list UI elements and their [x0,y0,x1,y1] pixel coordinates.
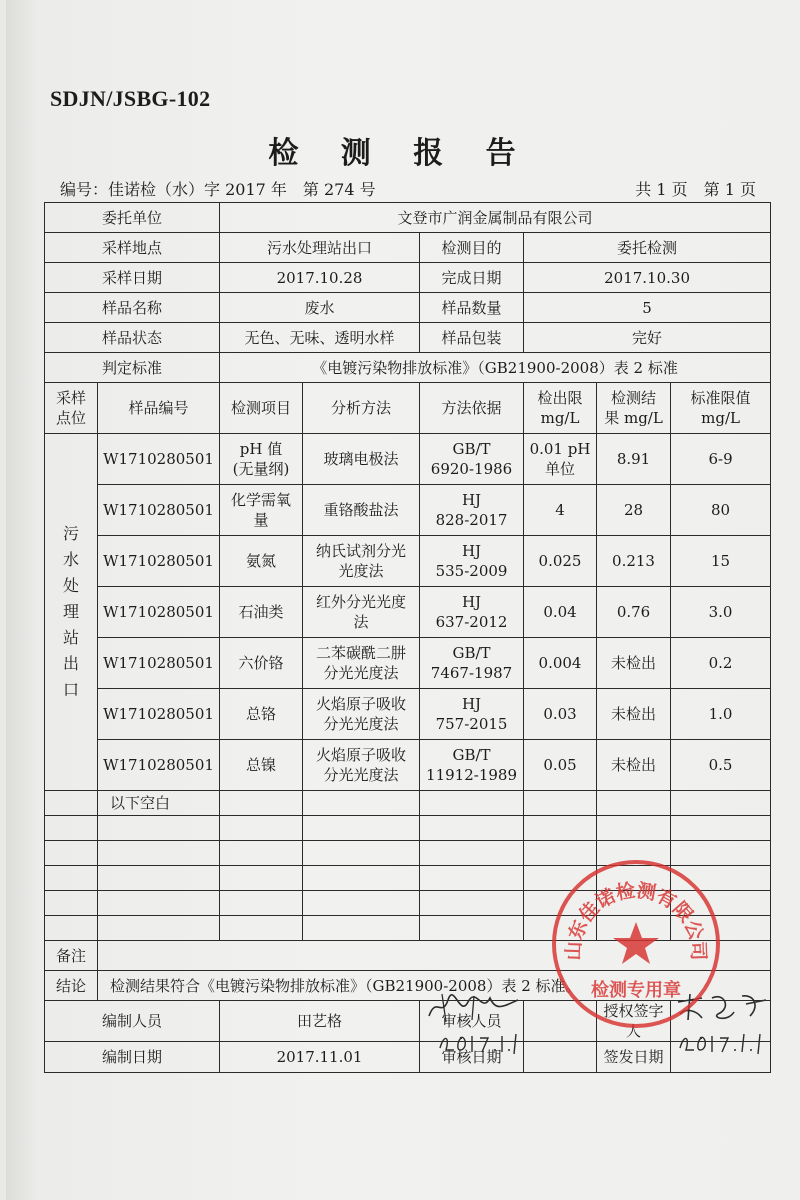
detection-limit: 0.04 [524,587,597,638]
site-value: 污水处理站出口 [220,233,420,263]
method-basis: HJ 535-2009 [420,536,524,587]
limit-header: 检出限 mg/L [524,383,597,434]
test-result: 0.213 [597,536,671,587]
standard-limit: 1.0 [671,689,771,740]
standard-limit: 0.2 [671,638,771,689]
method-basis: GB/T 6920-1986 [420,434,524,485]
table-row [45,689,771,740]
conclusion-label: 结论 [45,971,98,1001]
reviewer-signature [424,988,524,1028]
review-date-label: 审核日期 [420,1042,524,1073]
sample-number: W1710280501 [98,689,220,740]
method-basis: GB/T 11912-1989 [420,740,524,791]
table-row [45,587,771,638]
sample-state-label: 样品状态 [45,323,220,353]
standard-limit: 6-9 [671,434,771,485]
test-item: 化学需氧 量 [220,485,303,536]
method-basis: HJ 757-2015 [420,689,524,740]
sample-number: W1710280501 [98,536,220,587]
test-result: 未检出 [597,638,671,689]
sample-number: W1710280501 [98,587,220,638]
analysis-method: 重铬酸盐法 [303,485,420,536]
compile-date-label: 编制日期 [45,1042,220,1073]
detection-limit: 0.05 [524,740,597,791]
report-number: 编号：佳诺检（水）字 2017 年 第 274 号 [60,180,376,199]
standard-limit: 80 [671,485,771,536]
compile-date-value: 2017.11.01 [220,1042,420,1073]
method-basis: HJ 828-2017 [420,485,524,536]
results-header-row [45,383,771,434]
package-label: 样品包装 [420,323,524,353]
blank-note: 以下空白 [98,791,220,816]
sampling-point: 污 水 处 理 站 出 口 [45,434,98,791]
analysis-method: 火焰原子吸收 分光光度法 [303,689,420,740]
document-code: SDJN/JSBG-102 [50,86,211,111]
point-header: 采样 点位 [45,383,98,434]
standard-limit: 3.0 [671,587,771,638]
analysis-method: 二苯碳酰二肼 分光光度法 [303,638,420,689]
test-item: 总铬 [220,689,303,740]
test-result: 未检出 [597,689,671,740]
issue-date-handwriting [676,1028,766,1058]
sample-qty-value: 5 [524,293,771,323]
sample-number: W1710280501 [98,638,220,689]
compiler-value: 田艺格 [220,1001,420,1042]
basis-header: 方法依据 [420,383,524,434]
test-item: 石油类 [220,587,303,638]
company-seal [548,856,724,1032]
review-date-cell [524,1042,597,1073]
reviewer-label: 审核人员 [420,1001,524,1042]
sample-number: W1710280501 [98,434,220,485]
sample-name-label: 样品名称 [45,293,220,323]
seal-subtext: 检测专用章 [591,980,681,1001]
seal-star-icon [613,922,659,964]
standard-label: 判定标准 [45,353,220,383]
issue-date-label: 签发日期 [597,1042,671,1073]
item-header: 检测项目 [220,383,303,434]
blank-note-row [45,791,771,816]
client-value: 文登市广润金属制品有限公司 [220,203,771,233]
table-row [45,740,771,791]
test-result: 28 [597,485,671,536]
detection-limit: 0.03 [524,689,597,740]
sample-state-value: 无色、无味、透明水样 [220,323,420,353]
result-header: 检测结 果 mg/L [597,383,671,434]
date-sign-row [45,1042,771,1073]
conclusion-value: 检测结果符合《电镀污染物排放标准》（GB21900-2008）表 2 标准。 [98,971,771,1001]
detection-limit: 0.004 [524,638,597,689]
sample-name-value: 废水 [220,293,420,323]
remarks-label: 备注 [45,941,98,971]
standard-row [45,353,771,383]
test-item: 六价铬 [220,638,303,689]
page-count: 共 1 页 第 1 页 [635,180,756,199]
purpose-value: 委托检测 [524,233,771,263]
sample-no-header: 样品编号 [98,383,220,434]
standard-limit: 15 [671,536,771,587]
method-header: 分析方法 [303,383,420,434]
table-row [45,536,771,587]
sample-number: W1710280501 [98,485,220,536]
detection-limit: 0.025 [524,536,597,587]
site-row [45,233,771,263]
test-item: pH 值 (无量纲) [220,434,303,485]
client-row [45,203,771,233]
table-row [45,485,771,536]
standard-value: 《电镀污染物排放标准》（GB21900-2008）表 2 标准 [220,353,771,383]
test-result: 未检出 [597,740,671,791]
detection-limit: 0.01 pH 单位 [524,434,597,485]
date-row [45,263,771,293]
sample-number: W1710280501 [98,740,220,791]
standard-limit-header: 标准限值 mg/L [671,383,771,434]
finish-date-label: 完成日期 [420,263,524,293]
sample-date-value: 2017.10.28 [220,263,420,293]
sample-name-row [45,293,771,323]
purpose-label: 检测目的 [420,233,524,263]
test-result: 8.91 [597,434,671,485]
review-date-handwriting [436,1028,520,1058]
analysis-method: 纳氏试剂分光 光度法 [303,536,420,587]
finish-date-value: 2017.10.30 [524,263,771,293]
results-body [45,434,771,791]
standard-limit: 0.5 [671,740,771,791]
test-item: 氨氮 [220,536,303,587]
report-title: 检 测 报 告 [268,136,532,171]
analysis-method: 红外分光光度 法 [303,587,420,638]
compiler-label: 编制人员 [45,1001,220,1042]
site-label: 采样地点 [45,233,220,263]
table-row [45,638,771,689]
sample-state-row [45,323,771,353]
method-basis: HJ 637-2012 [420,587,524,638]
approver-label: 授权签字人 [597,1001,671,1042]
package-value: 完好 [524,323,771,353]
analysis-method: 玻璃电极法 [303,434,420,485]
empty-row [45,816,771,841]
sample-date-label: 采样日期 [45,263,220,293]
seal-text: 山东佳诺检测有限公司 [562,879,710,961]
table-row [45,434,771,485]
analysis-method: 火焰原子吸收 分光光度法 [303,740,420,791]
test-result: 0.76 [597,587,671,638]
client-label: 委托单位 [45,203,220,233]
sample-qty-label: 样品数量 [420,293,524,323]
detection-limit: 4 [524,485,597,536]
method-basis: GB/T 7467-1987 [420,638,524,689]
test-item: 总镍 [220,740,303,791]
